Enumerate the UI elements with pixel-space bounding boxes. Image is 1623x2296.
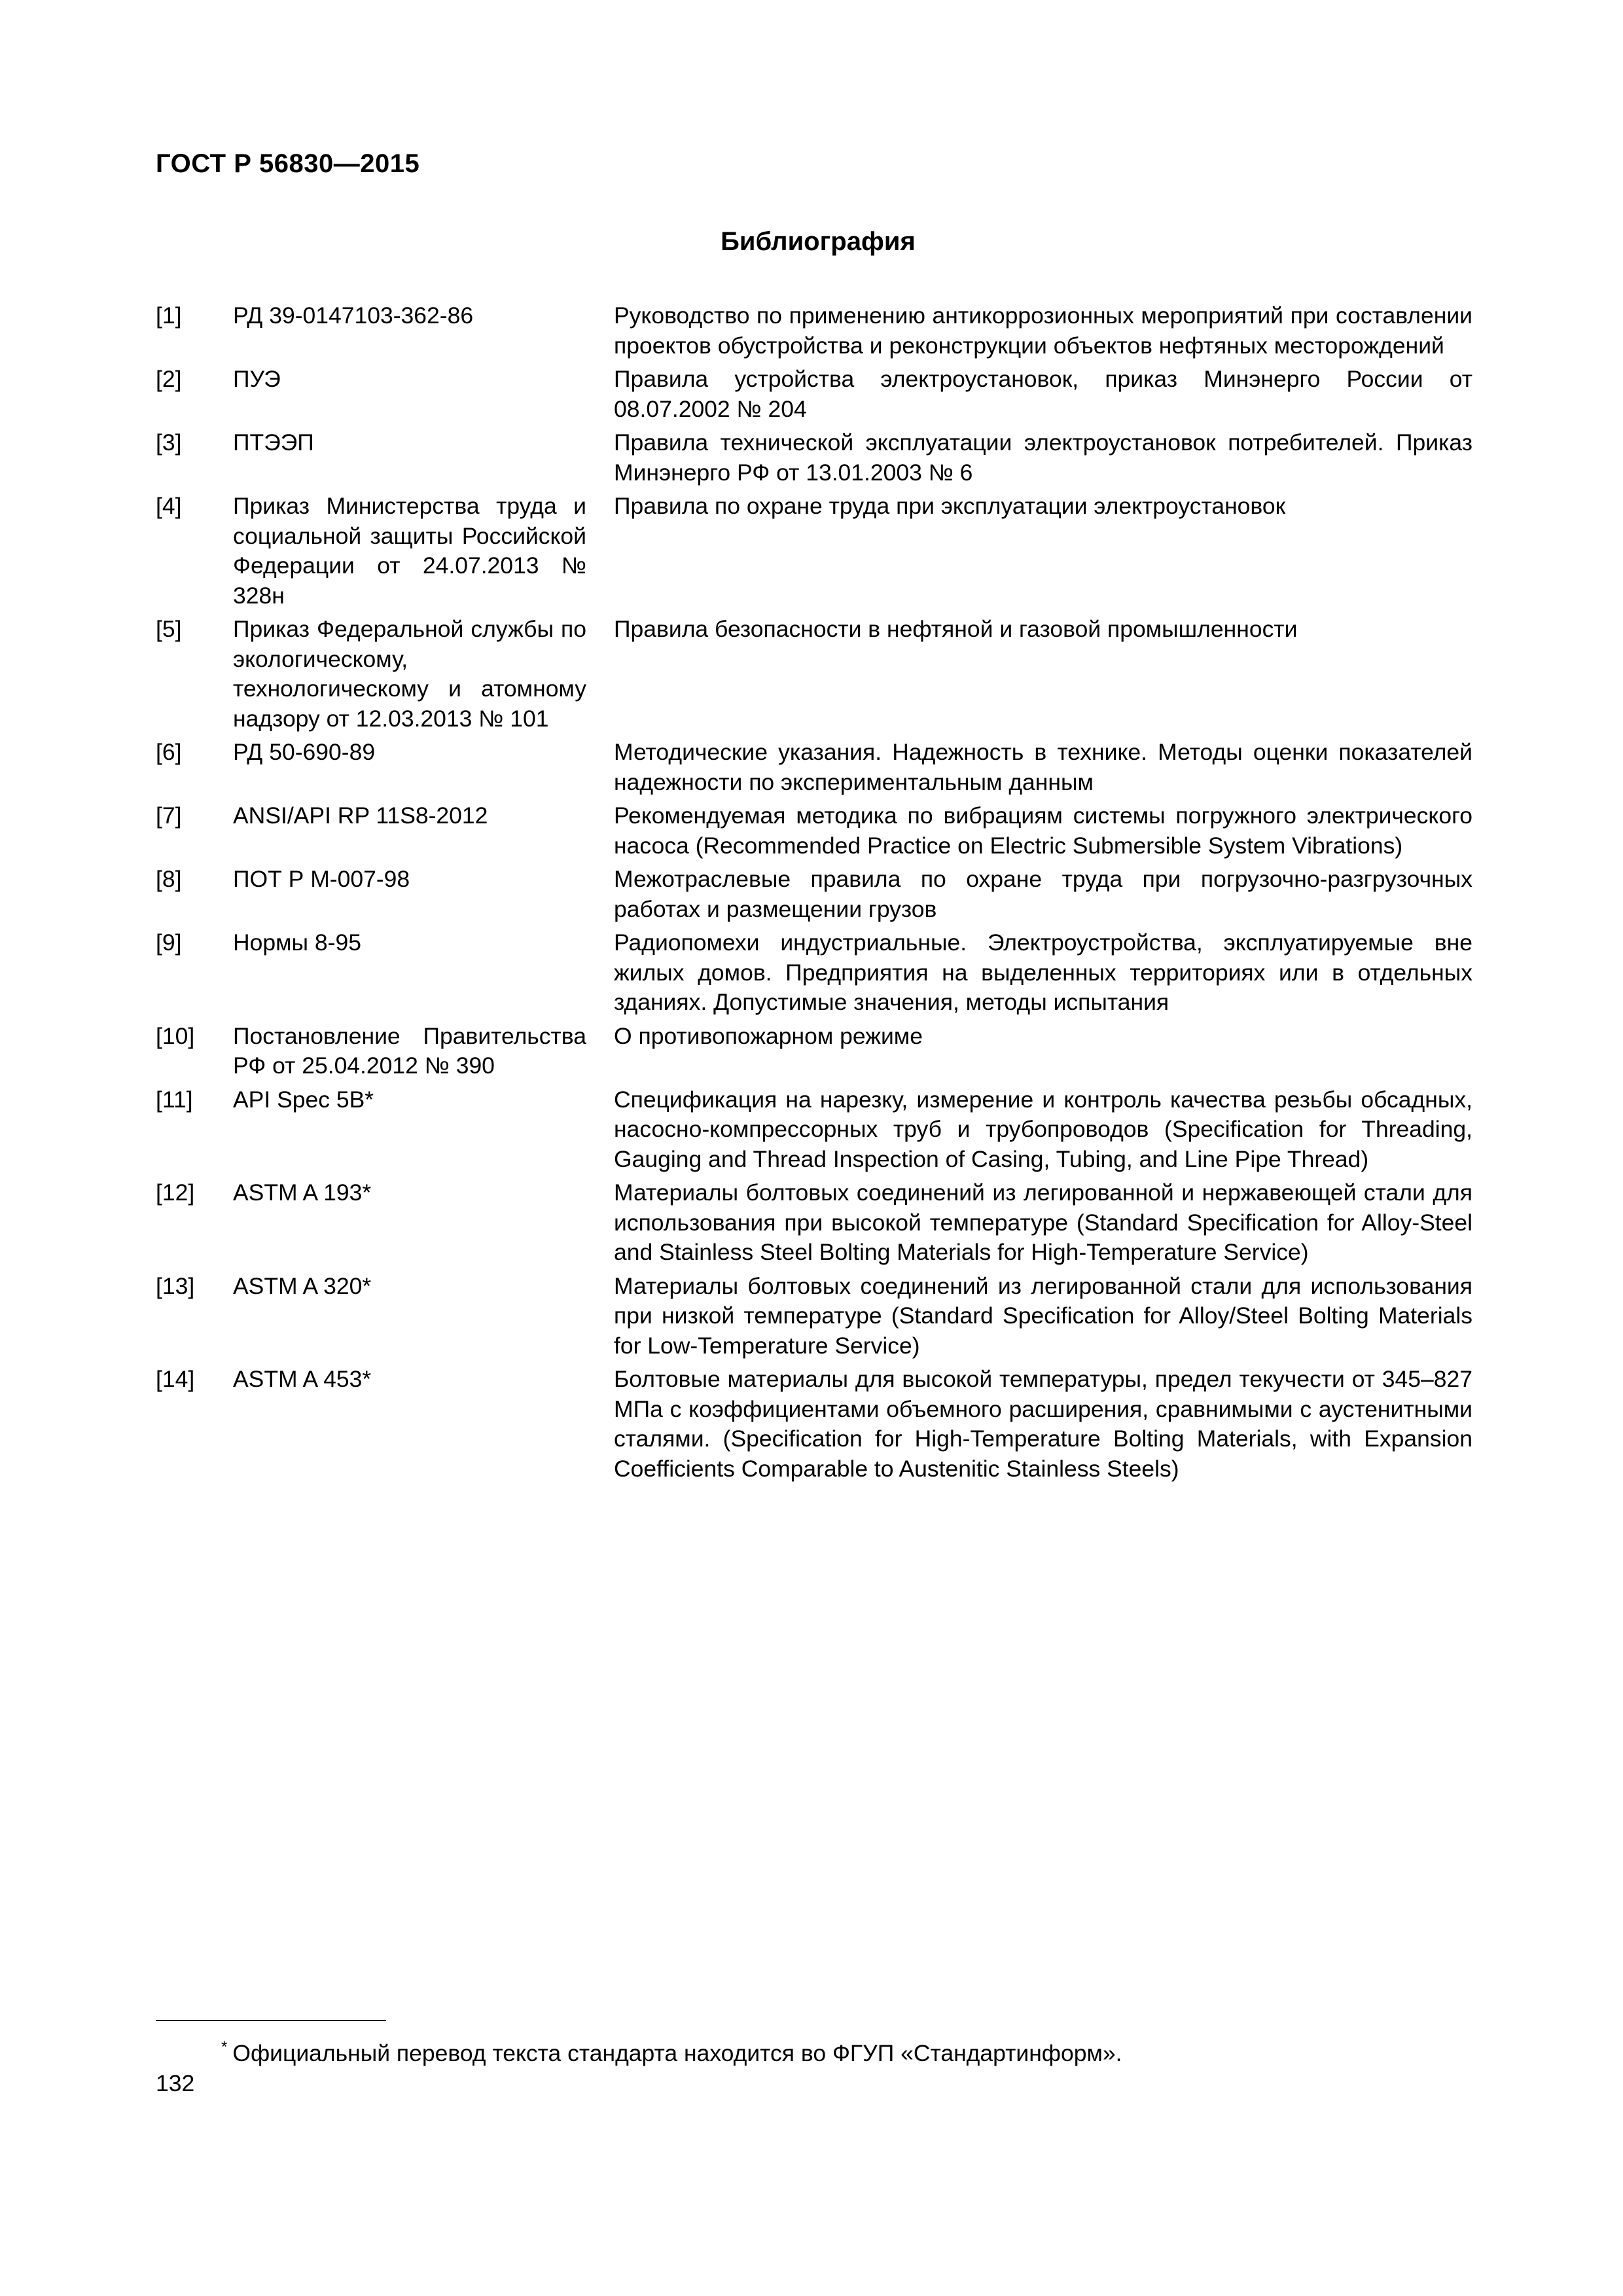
- entry-description: Правила безопасности в нефтяной и газовой промышленности: [614, 616, 1298, 642]
- entry-number: [4]: [156, 493, 182, 519]
- entry-source: ASTM A 193*: [233, 1179, 372, 1206]
- bibliography-entry: [156, 1178, 1472, 1268]
- bibliography-entry: [156, 1365, 1472, 1484]
- entry-number: [13]: [156, 1272, 195, 1299]
- footnote-marker: *: [221, 2038, 228, 2056]
- entry-description: Правила технической эксплуатации электроустановок потребителей. Приказ Минэнерго РФ от 13.01.2003 № 6: [614, 429, 1472, 486]
- entry-number: [6]: [156, 739, 182, 765]
- bibliography-entry: [156, 365, 1472, 424]
- footnote: [221, 2032, 1122, 2068]
- footnote-divider: [156, 2020, 386, 2021]
- entry-number: [14]: [156, 1366, 195, 1392]
- entry-source: Приказ Федеральной службы по экологическому, технологическому и атомному надзору от 12.03.2013 № 101: [233, 616, 586, 732]
- entry-description: Методические указания. Надежность в технике. Методы оценки показателей надежности по экспериментальным данным: [614, 739, 1472, 795]
- entry-source: РД 39-0147103-362-86: [233, 302, 474, 329]
- entry-number: [10]: [156, 1022, 195, 1049]
- bibliography-list: [156, 301, 1472, 1488]
- entry-number: [5]: [156, 616, 182, 642]
- entry-number: [8]: [156, 866, 182, 892]
- entry-number: [7]: [156, 802, 182, 829]
- bibliography-entry: [156, 1272, 1472, 1361]
- document-header: ГОСТ Р 56830—2015: [156, 149, 420, 178]
- entry-description: О противопожарном режиме: [614, 1022, 923, 1049]
- bibliography-entry: [156, 865, 1472, 924]
- section-title: Библиография: [721, 227, 916, 256]
- page-number: 132: [156, 2070, 195, 2096]
- entry-number: [2]: [156, 366, 182, 392]
- entry-source: РД 50-690-89: [233, 739, 376, 765]
- entry-description: Правила устройства электроустановок, приказ Минэнерго России от 08.07.2002 № 204: [614, 366, 1472, 422]
- entry-number: [11]: [156, 1086, 193, 1113]
- entry-description: Материалы болтовых соединений из легированной и нержавеющей стали для использования при высокой температуре (Standard Specification for Alloy-Steel and Stainless Steel Bolting Materials for High-Temperature Service): [614, 1179, 1472, 1265]
- entry-number: [3]: [156, 429, 182, 456]
- bibliography-entry: [156, 1085, 1472, 1175]
- entry-description: Болтовые материалы для высокой температуры, предел текучести от 345–827 МПа с коэффициентами объемного расширения, сравнимыми с аустенитными сталями. (Specification for High-Temperature Bolting Materials, with Expansion Coefficients Comparable to Austenitic Stainless Steels): [614, 1366, 1472, 1482]
- bibliography-entry: [156, 928, 1472, 1018]
- footnote-text: Официальный перевод текста стандарта находится во ФГУП «Стандартинформ».: [232, 2040, 1122, 2066]
- entry-source: ASTM A 320*: [233, 1272, 372, 1299]
- entry-source: ANSI/API RP 11S8-2012: [233, 802, 488, 829]
- entry-description: Рекомендуемая методика по вибрациям системы погружного электрического насоса (Recommended Practice on Electric Submersible System Vibrations): [614, 802, 1472, 859]
- entry-source: ПУЭ: [233, 366, 281, 392]
- entry-source: ASTM A 453*: [233, 1366, 372, 1392]
- entry-description: Межотраслевые правила по охране труда при погрузочно-разгрузочных работах и размещении грузов: [614, 866, 1472, 922]
- entry-source: Приказ Министерства труда и социальной защиты Российской Федерации от 24.07.2013 № 328н: [233, 493, 586, 609]
- entry-source: ПОТ Р М-007-98: [233, 866, 410, 892]
- entry-number: [12]: [156, 1179, 195, 1206]
- entry-source: Нормы 8-95: [233, 929, 361, 956]
- bibliography-entry: [156, 301, 1472, 361]
- bibliography-entry: [156, 428, 1472, 488]
- entry-description: Правила по охране труда при эксплуатации электроустановок: [614, 493, 1286, 519]
- bibliography-entry: [156, 738, 1472, 797]
- entry-description: Руководство по применению антикоррозионных мероприятий при составлении проектов обустройства и реконструкции объектов нефтяных месторождений: [614, 302, 1472, 359]
- entry-number: [9]: [156, 929, 182, 956]
- entry-description: Радиопомехи индустриальные. Электроустройства, эксплуатируемые вне жилых домов. Предприятия на выделенных территориях или в отдельных зданиях. Допустимые значения, методы испытания: [614, 929, 1472, 1015]
- entry-description: Материалы болтовых соединений из легированной стали для использования при низкой температуре (Standard Specification for Alloy/Steel Bolting Materials for Low-Temperature Service): [614, 1272, 1472, 1359]
- entry-number: [1]: [156, 302, 182, 329]
- bibliography-entry: [156, 1022, 1472, 1081]
- entry-source: ПТЭЭП: [233, 429, 314, 456]
- entry-source: Постановление Правительства РФ от 25.04.2012 № 390: [233, 1022, 586, 1079]
- entry-source: API Spec 5B*: [233, 1086, 374, 1113]
- bibliography-entry: [156, 801, 1472, 861]
- bibliography-entry: [156, 615, 1472, 734]
- bibliography-entry: [156, 492, 1472, 611]
- entry-description: Спецификация на нарезку, измерение и контроль качества резьбы обсадных, насосно-компрессорных труб и трубопроводов (Specification for Threading, Gauging and Thread Inspection of Casing, Tubing, and Line Pipe Thread): [614, 1086, 1472, 1172]
